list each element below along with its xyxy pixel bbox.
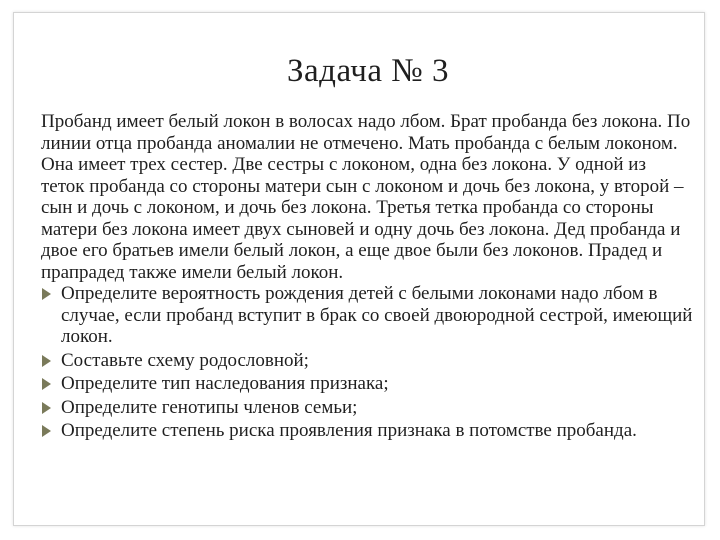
triangle-bullet-icon	[42, 378, 51, 390]
task-item-text: Определите степень риска проявления признака в потомстве пробанда.	[61, 420, 637, 441]
slide-content	[41, 111, 693, 444]
problem-text: Пробанд имеет белый локон в волосах надо лбом. Брат пробанда без локона. По линии отца пробанда аномалии не отмечено. Мать пробанда с белым локоном. Она имеет трех сестер. Две сестры с локоном, одна без локона. У одной из теток пробанда со стороны матери сын с локоном и дочь без локона, у второй – сын и дочь с локоном, и дочь без локона. Третья тетка пробанда со стороны матери без локона имеет двух сыновей и одну дочь без локона. Дед пробанда и двое его братьев имели белый локон, а еще двое были без локонов. Прадед и прапрадед также имели белый локон.	[41, 111, 691, 283]
task-item-text: Составьте схему родословной;	[61, 349, 309, 371]
task-item-text: Определите генотипы членов семьи;	[61, 396, 358, 418]
task-item	[41, 373, 693, 395]
triangle-bullet-icon	[42, 402, 51, 414]
triangle-bullet-icon	[42, 288, 51, 300]
task-list	[41, 283, 693, 442]
task-item	[41, 283, 693, 348]
slide-title: Задача № 3	[286, 53, 450, 89]
task-item	[41, 420, 693, 442]
task-item	[41, 350, 693, 372]
task-item	[41, 397, 693, 419]
triangle-bullet-icon	[42, 355, 51, 367]
task-item-text: Определите вероятность рождения детей с белыми локонами надо лбом в случае, если пробанд вступит в брак со своей двоюродной сестрой, имеющий локон.	[61, 283, 693, 347]
triangle-bullet-icon	[42, 425, 51, 437]
task-item-text: Определите тип наследования признака;	[61, 373, 389, 394]
